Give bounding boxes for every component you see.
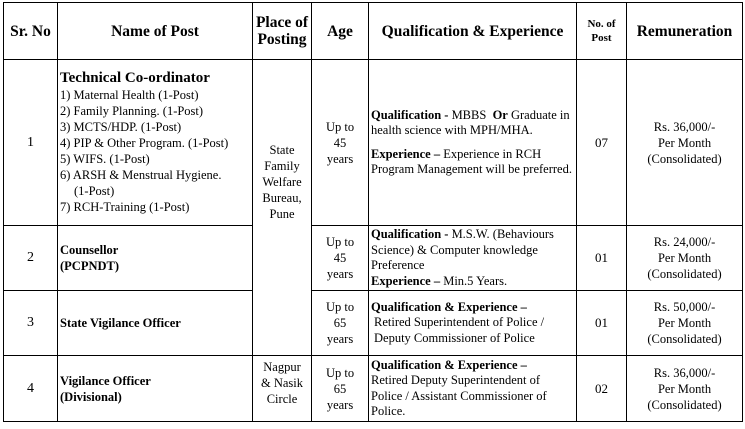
post-item: 4) PIP & Other Program. (1-Post) xyxy=(60,136,229,150)
age: Up to 65 years xyxy=(312,291,369,356)
post-item: 7) RCH-Training (1-Post) xyxy=(60,200,190,214)
header-age: Age xyxy=(312,3,369,60)
age: Up to 45 years xyxy=(312,60,369,226)
post-name xyxy=(58,60,253,226)
table-row xyxy=(4,60,743,226)
remuneration: Rs. 24,000/- Per Month (Consolidated) xyxy=(627,226,743,291)
qualification: Qualification - M.S.W. (Behaviours Science) & Computer knowledge Preference Experience – Min.5 Years. xyxy=(369,226,577,291)
post-item: 5) WIFS. (1-Post) xyxy=(60,152,150,166)
table-row xyxy=(4,291,743,356)
post-name: State Vigilance Officer xyxy=(58,291,253,356)
post-item: 6) ARSH & Menstrual Hygiene. xyxy=(60,168,222,182)
header-qualification: Qualification & Experience xyxy=(369,3,577,60)
table-row xyxy=(4,226,743,291)
post-title: Technical Co-ordinator xyxy=(60,70,210,86)
header-sr-no: Sr. No xyxy=(4,3,58,60)
age: Up to 65 years xyxy=(312,356,369,422)
qualification: Qualification - MBBS Or Graduate in health science with MPH/MHA. Experience – Experience in RCH Program Management will be preferred. xyxy=(369,60,577,226)
post-name: Vigilance Officer (Divisional) xyxy=(58,356,253,422)
place-line: Pune xyxy=(269,206,295,221)
remuneration: Rs. 50,000/- Per Month (Consolidated) xyxy=(627,291,743,356)
place-line: Welfare xyxy=(262,174,302,189)
sr-no: 1 xyxy=(4,60,58,226)
header-name-of-post: Name of Post xyxy=(58,3,253,60)
post-item: 3) MCTS/HDP. (1-Post) xyxy=(60,120,182,134)
place-of-posting xyxy=(253,60,312,356)
header-remuneration: Remuneration xyxy=(627,3,743,60)
no-of-post: 01 xyxy=(577,226,627,291)
qualification: Qualification & Experience – Retired Deputy Superintendent of Police / Assistant Commissioner of Police. xyxy=(369,356,577,422)
post-item: 1) Maternal Health (1-Post) xyxy=(60,88,199,102)
no-of-post: 02 xyxy=(577,356,627,422)
post-item: (1-Post) xyxy=(74,184,115,198)
place-line: Family xyxy=(264,158,300,173)
qualification: Qualification & Experience – Retired Superintendent of Police / Deputy Commissioner of Police xyxy=(369,291,577,356)
no-of-post: 01 xyxy=(577,291,627,356)
no-of-post: 07 xyxy=(577,60,627,226)
header-no-of-post: No. of Post xyxy=(577,3,627,60)
remuneration: Rs. 36,000/- Per Month (Consolidated) xyxy=(627,356,743,422)
sr-no: 4 xyxy=(4,356,58,422)
place-of-posting: Nagpur & Nasik Circle xyxy=(253,356,312,422)
age: Up to 45 years xyxy=(312,226,369,291)
remuneration: Rs. 36,000/- Per Month (Consolidated) xyxy=(627,60,743,226)
table-row xyxy=(4,356,743,422)
posts-table xyxy=(3,2,743,422)
post-name: Counsellor (PCPNDT) xyxy=(58,226,253,291)
post-item: 2) Family Planning. (1-Post) xyxy=(60,104,204,118)
sr-no: 2 xyxy=(4,226,58,291)
header-place-of-posting: Place of Posting xyxy=(253,3,312,60)
place-line: Bureau, xyxy=(262,190,302,205)
place-line: State xyxy=(269,142,295,157)
header-row xyxy=(4,3,743,60)
sr-no: 3 xyxy=(4,291,58,356)
